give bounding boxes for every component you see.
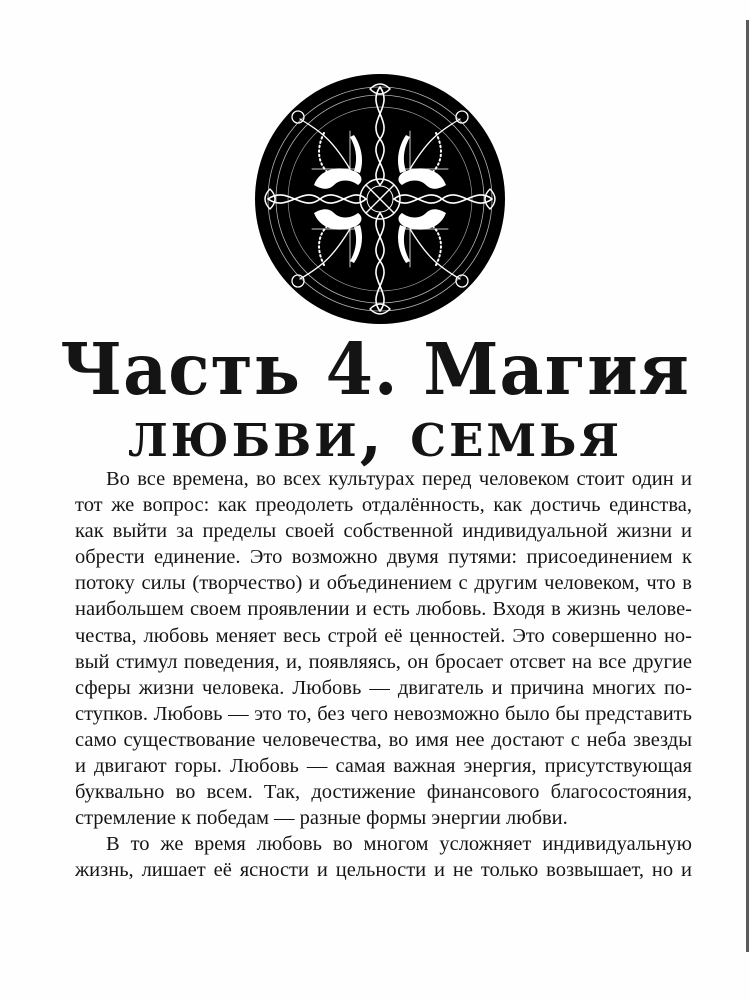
text-line: буквально во всем. Так, достижение финансового благосостояния, (75, 781, 692, 804)
celtic-knot-medallion-icon (254, 73, 506, 325)
page-edge-rule (746, 20, 749, 952)
text-line: чества, любовь меняет весь строй её ценностей. Это совершенно но- (75, 624, 692, 647)
text-line: наибольшем своем проявлении и есть любовь. Входя в жизнь челове- (75, 598, 692, 621)
text-line: вый стимул поведения, и, появляясь, он бросает отсвет на все другие (75, 650, 692, 673)
chapter-title-line2: любви, семья (127, 397, 623, 472)
text-line: обрести единение. Это возможно двумя путями: присоединением к (75, 546, 692, 569)
paragraph-1 (75, 466, 692, 831)
text-line: стремление к победам — разные формы энергии любви. (75, 807, 568, 830)
chapter-title-line1: Часть 4. Магия (60, 328, 690, 412)
text-line: само существование человечества, во имя нее достают с неба звезды (75, 728, 692, 751)
text-line: тот же вопрос: как преодолеть отдалённость, как достичь единства, (75, 494, 692, 517)
paragraph-2 (75, 831, 692, 883)
text-line: и двигают горы. Любовь — самая важная энергия, присутствующая (75, 755, 692, 778)
chapter-body-text (75, 466, 692, 884)
text-line: Во все времена, во всех культурах перед человеком стоит один и (106, 468, 692, 490)
text-line: как выйти за пределы своей собственной индивидуальной жизни и (75, 520, 692, 543)
text-line: жизнь, лишает её ясности и цельности и не только возвышает, но и (75, 859, 692, 882)
text-line: ступков. Любовь — это то, без чего невозможно было бы представить (75, 702, 692, 725)
text-line: В то же время любовь во многом усложняет индивидуальную (106, 833, 692, 856)
text-line: потоку силы (творчество) и объединением с другим человеком, что в (75, 572, 692, 595)
text-line: сферы жизни человека. Любовь — двигатель и причина многих по- (75, 676, 692, 699)
